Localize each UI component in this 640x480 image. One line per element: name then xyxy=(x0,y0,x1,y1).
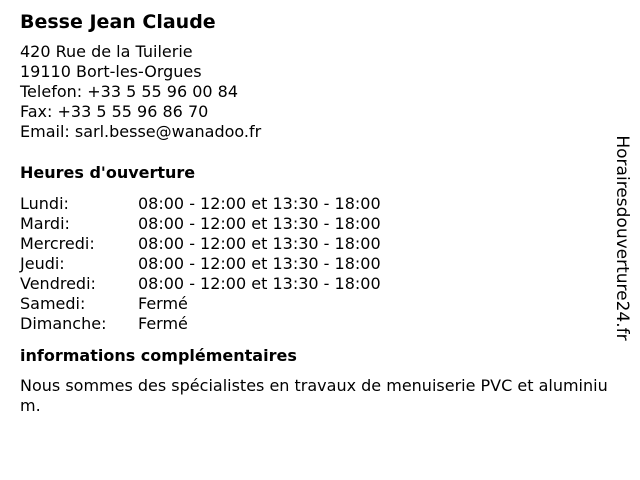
hours-row xyxy=(20,254,381,274)
hours-row xyxy=(20,294,381,314)
hours-row xyxy=(20,234,381,254)
day-hours: 08:00 - 12:00 et 13:30 - 18:00 xyxy=(138,234,381,253)
site-brand-watermark: Horairesdouverture24.fr xyxy=(612,135,632,341)
day-hours: Fermé xyxy=(138,294,188,313)
day-label: Vendredi: xyxy=(20,274,96,293)
opening-hours-table xyxy=(20,194,381,334)
day-hours: Fermé xyxy=(138,314,188,333)
phone-number: Telefon: +33 5 55 96 00 84 xyxy=(20,82,239,101)
day-label: Mercredi: xyxy=(20,234,95,253)
info-heading: informations complémentaires xyxy=(20,346,297,365)
day-label: Lundi: xyxy=(20,194,69,213)
hours-row xyxy=(20,194,381,214)
hours-heading: Heures d'ouverture xyxy=(20,163,196,182)
email-address: Email: sarl.besse@wanadoo.fr xyxy=(20,122,262,141)
day-hours: 08:00 - 12:00 et 13:30 - 18:00 xyxy=(138,214,381,233)
business-name: Besse Jean Claude xyxy=(20,11,216,33)
day-hours: 08:00 - 12:00 et 13:30 - 18:00 xyxy=(138,254,381,273)
contact-block xyxy=(20,42,610,142)
hours-row xyxy=(20,314,381,334)
day-label: Samedi: xyxy=(20,294,86,313)
address-street: 420 Rue de la Tuilerie xyxy=(20,42,193,61)
fax-number: Fax: +33 5 55 96 86 70 xyxy=(20,102,209,121)
info-description: Nous sommes des spécialistes en travaux de menuiserie PVC et aluminium. xyxy=(20,376,608,415)
hours-row xyxy=(20,274,381,294)
day-label: Dimanche: xyxy=(20,314,107,333)
business-card xyxy=(20,10,610,416)
day-label: Mardi: xyxy=(20,214,70,233)
day-hours: 08:00 - 12:00 et 13:30 - 18:00 xyxy=(138,194,381,213)
day-label: Jeudi: xyxy=(20,254,65,273)
day-hours: 08:00 - 12:00 et 13:30 - 18:00 xyxy=(138,274,381,293)
hours-row xyxy=(20,214,381,234)
address-city: 19110 Bort-les-Orgues xyxy=(20,62,202,81)
